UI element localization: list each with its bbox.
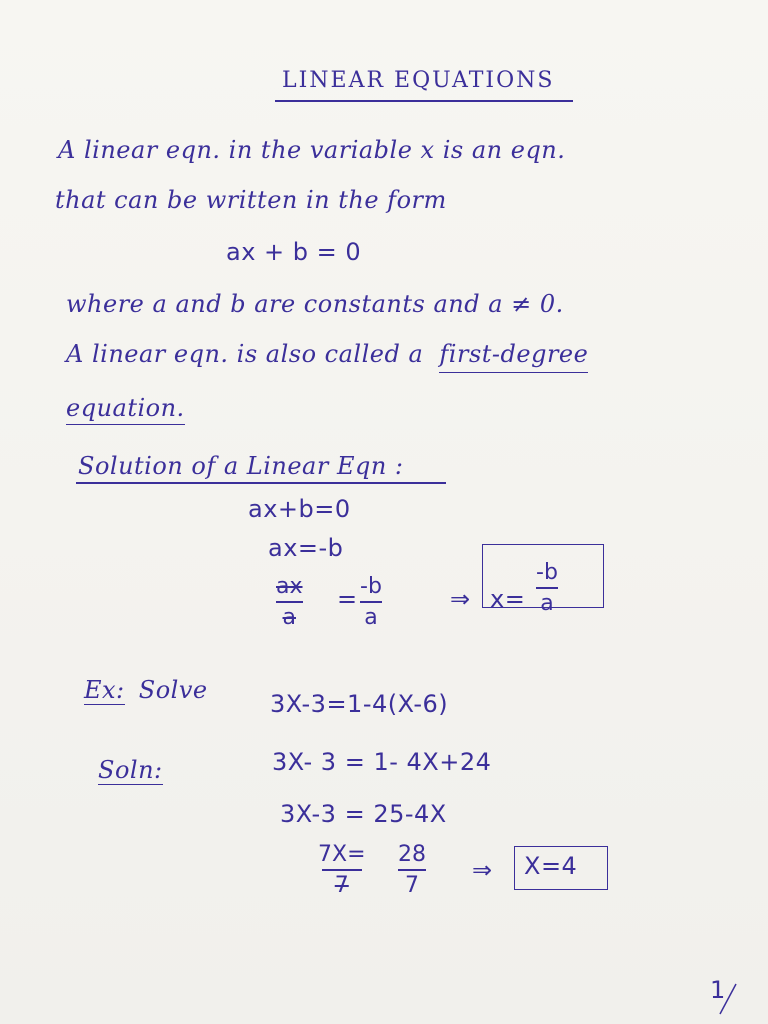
- result-lhs: x=: [490, 585, 526, 613]
- example-step-2: 3X-3 = 25-4X: [280, 800, 447, 828]
- step3-rhs-denominator: a: [364, 604, 378, 630]
- fraction-bar: [322, 869, 362, 871]
- result-numerator: -b: [536, 560, 558, 585]
- first-degree-term: first-degree: [439, 340, 588, 373]
- example-rhs-numerator: 28: [398, 842, 426, 867]
- definition-line-4-prefix: A linear eqn. is also called a: [66, 340, 424, 368]
- example-lhs-fraction: [318, 842, 366, 898]
- definition-line-1: A linear eqn. in the variable x is an eqn.: [58, 136, 566, 164]
- step3-rhs-numerator: -b: [360, 574, 382, 599]
- result-fraction: [536, 560, 558, 616]
- example-lhs-numerator: 7X=: [318, 842, 366, 867]
- fraction-bar: [398, 869, 426, 871]
- example-result: X=4: [524, 852, 578, 880]
- example-rhs-denominator: 7: [405, 872, 419, 898]
- fraction-bar: [536, 587, 558, 589]
- definition-line-5: equation.: [66, 394, 185, 425]
- solution-heading: Solution of a Linear Eqn :: [78, 452, 404, 480]
- example-label-ex: Ex:: [84, 676, 125, 704]
- general-form: ax + b = 0: [226, 238, 362, 266]
- step3-lhs-numerator: ax: [276, 574, 303, 599]
- example-lhs-denominator: 7: [334, 872, 349, 898]
- example-step-1: 3X- 3 = 1- 4X+24: [272, 748, 492, 776]
- page-number: 1: [710, 976, 726, 1004]
- example-label-solve: Solve: [138, 676, 208, 704]
- page-title: LINEAR EQUATIONS: [282, 68, 555, 93]
- example-equation: 3X-3=1-4(X-6): [270, 690, 449, 718]
- step3-lhs-denominator: a: [282, 604, 296, 630]
- solution-step-1: ax+b=0: [248, 495, 351, 523]
- example-label: [84, 676, 208, 704]
- solution-step-2: ax=-b: [268, 534, 344, 562]
- step3-equals: =: [337, 585, 358, 613]
- fraction-bar: [360, 601, 382, 603]
- example-rhs-fraction: [398, 842, 426, 898]
- title-underline: [275, 100, 573, 102]
- fraction-bar: [276, 601, 303, 603]
- definition-line-2: that can be written in the form: [55, 186, 447, 214]
- result-denominator: a: [540, 590, 554, 616]
- step3-lhs-fraction: [276, 574, 303, 630]
- implies-arrow: ⇒: [450, 585, 471, 613]
- page-number-slash: [712, 980, 742, 1020]
- definition-line-3: where a and b are constants and a ≠ 0.: [66, 290, 564, 318]
- definition-line-4: [66, 340, 588, 368]
- example-implies-arrow: ⇒: [472, 856, 493, 884]
- step3-rhs-fraction: [360, 574, 382, 630]
- solution-heading-underline: [76, 482, 446, 484]
- soln-label: Soln:: [98, 756, 163, 784]
